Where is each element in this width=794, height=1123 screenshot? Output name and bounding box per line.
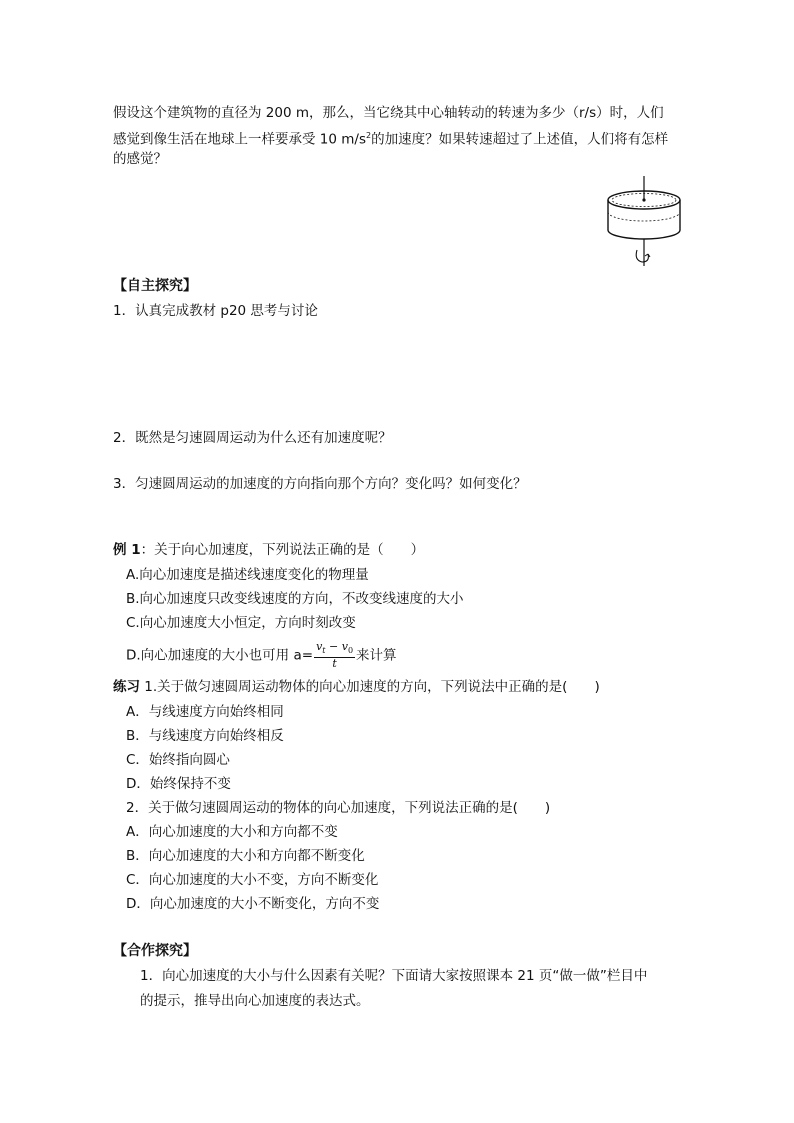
practice-label: 练习 [113, 679, 140, 695]
practice-2-option-d: D．向心加速度的大小不断变化，方向不变 [126, 896, 380, 912]
intro-line-2 [113, 126, 668, 150]
self-study-question-1: 1．认真完成教材 p20 思考与讨论 [113, 303, 318, 319]
section-heading-self-study: 【自主探究】 [113, 278, 197, 294]
practice-1-stem [113, 677, 600, 697]
example-1-option-d-text: D.向心加速度的大小也可用 a= [126, 647, 314, 664]
practice-2-option-b: B．向心加速度的大小和方向都不断变化 [126, 848, 365, 864]
practice-1-question: 1.关于做匀速圆周运动物体的向心加速度的方向，下列说法中正确的是( ) [140, 679, 600, 695]
example-1-option-a: A.向心加速度是描述线速度变化的物理量 [126, 567, 369, 583]
example-1-option-d-suffix: 来计算 [356, 647, 397, 664]
practice-1-option-b: B．与线速度方向始终相反 [126, 728, 284, 744]
example-1-stem [113, 540, 424, 560]
intro-line-2-rest: 的加速度？如果转速超过了上述值，人们将有怎样 [371, 131, 669, 148]
example-1-option-d [126, 641, 397, 670]
unit-exponent: 2 [366, 131, 372, 140]
rotating-cylinder-figure [604, 176, 684, 270]
intro-line-1: 假设这个建筑物的直径为 200 m，那么，当它绕其中心轴转动的转速为多少（r/s）时，人们 [113, 105, 664, 121]
example-1-option-b: B.向心加速度只改变线速度的方向，不改变线速度的大小 [126, 591, 464, 607]
practice-1-option-c: C．始终指向圆心 [126, 752, 230, 768]
example-1-option-c: C.向心加速度大小恒定，方向时刻改变 [126, 615, 356, 631]
practice-2-stem: 2．关于做匀速圆周运动的物体的向心加速度，下列说法正确的是( ) [126, 800, 551, 816]
practice-1-option-a: A．与线速度方向始终相同 [126, 704, 284, 720]
fraction-denominator: t [332, 657, 337, 671]
example-1-label: 例 1 [113, 542, 141, 558]
intro-line-2-text: 感觉到像生活在地球上一样要承受 10 m/s [113, 131, 366, 148]
self-study-question-2: 2．既然是匀速圆周运动为什么还有加速度呢？ [113, 430, 392, 446]
practice-1-option-d: D．始终保持不变 [126, 776, 231, 792]
acceleration-fraction [314, 641, 355, 670]
practice-2-option-a: A．向心加速度的大小和方向都不变 [126, 824, 338, 840]
practice-2-option-c: C．向心加速度的大小不变，方向不断变化 [126, 872, 379, 888]
example-1-question: ：关于向心加速度，下列说法正确的是（ ） [140, 542, 425, 558]
cooperative-question-1-line-1: 1．向心加速度的大小与什么因素有关呢？下面请大家按照课本 21 页“做一做”栏目中 [140, 968, 648, 984]
cooperative-question-1-line-2: 的提示，推导出向心加速度的表达式。 [140, 993, 370, 1009]
section-heading-cooperative: 【合作探究】 [113, 943, 197, 959]
fraction-numerator: $v_t - v_0$ [314, 641, 355, 658]
self-study-question-3: 3．匀速圆周运动的加速度的方向指向那个方向？变化吗？如何变化？ [113, 476, 527, 492]
intro-line-3: 的感觉？ [113, 151, 167, 167]
